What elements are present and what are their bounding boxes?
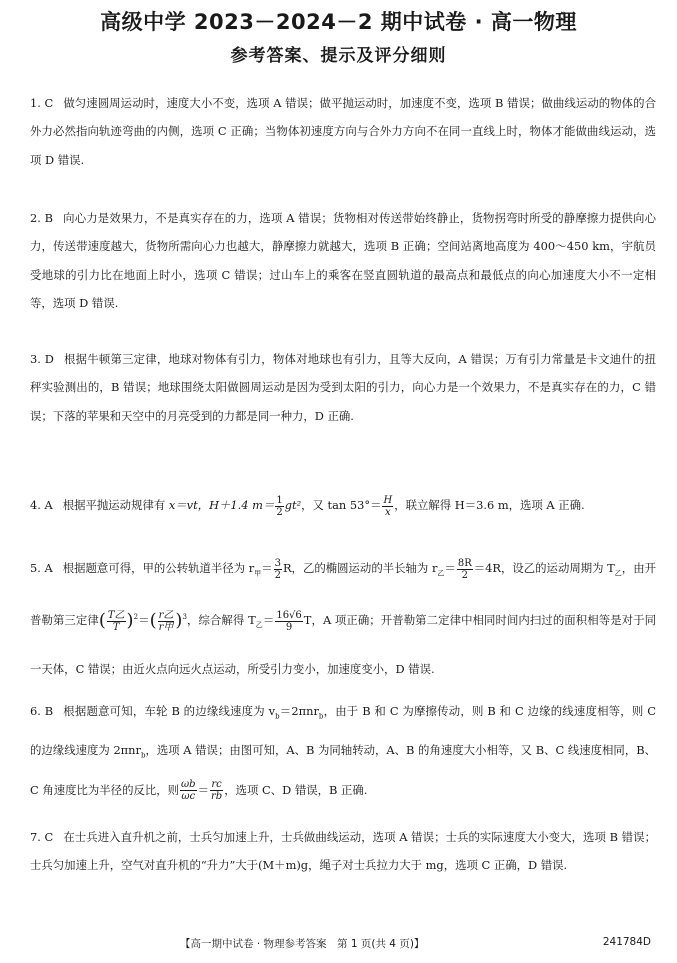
formula-text: x＝vt，H＋1.4 m＝ bbox=[168, 498, 275, 512]
fraction bbox=[180, 779, 197, 802]
fraction bbox=[457, 558, 473, 581]
answer-text: ，又 tan 53°＝ bbox=[301, 498, 382, 512]
fraction bbox=[274, 558, 282, 581]
fraction-denominator: 9 bbox=[285, 621, 293, 633]
answer-number: 7. C bbox=[30, 830, 54, 844]
fraction bbox=[275, 495, 283, 518]
fraction-denominator: 2 bbox=[276, 506, 283, 518]
fraction-denominator: 2 bbox=[461, 569, 468, 581]
fraction-numerator: rc bbox=[211, 779, 222, 791]
answer-text: ＝2πnr bbox=[279, 704, 319, 718]
answer-text: ，联立解得 H＝3.6 m，选项 A 正确. bbox=[394, 498, 585, 512]
fraction bbox=[210, 779, 223, 802]
right-paren: ) bbox=[126, 610, 134, 632]
fraction-numerator: 3 bbox=[274, 557, 281, 569]
subscript: 乙 bbox=[255, 621, 263, 630]
answer-item-3 bbox=[30, 345, 656, 430]
answer-text: ，由开普勒第三定律 bbox=[30, 561, 656, 628]
answer-text: T，A 项正确；开普勒第二定律中相同时间内扫过的面积相等是对于同一天体，C 错误；由近火点向远火点运动，所受引力变小，加速度变小，D 错误. bbox=[30, 613, 657, 677]
answer-text: 根据平抛运动规律有 bbox=[62, 498, 169, 512]
answer-text: ，由于 B 和 C 为摩擦传动，则 B 和 C 边缘的线速度相等，则 C 的边缘线速度为 2πnr bbox=[30, 704, 657, 758]
answer-text: ，选项 C、D 错误，B 正确. bbox=[224, 782, 368, 797]
answer-number: 3. D bbox=[30, 352, 54, 366]
fraction-denominator: ωc bbox=[181, 791, 196, 803]
fraction-numerator: r乙 bbox=[158, 609, 174, 621]
answer-text: 向心力是效果力，不是真实存在的力，选项 A 错误；货物相对传送带始终静止，货物拐弯时所受的静摩擦力提供向心力，传送带速度越大，货物所需向心力也越大，静摩擦力就越大，选项 B 正确；空间站离地高度为 400～450 km，宇航员受地球的引力比在地面上时小，选项 C 错误；过山车上的乘客在竖直圆轨道的最高点和最低点的向心加速度大小不一定相等，选项 D 错误. bbox=[30, 211, 656, 311]
fraction-numerator: ωb bbox=[181, 779, 196, 791]
subscript: 乙 bbox=[614, 569, 622, 578]
right-paren: ) bbox=[175, 610, 183, 632]
answer-number: 2. B bbox=[30, 211, 54, 225]
fraction-numerator: 1 bbox=[276, 494, 283, 506]
formula-text: gt² bbox=[284, 498, 302, 512]
answer-number: 6. B bbox=[30, 704, 54, 718]
page-subtitle: 参考答案、提示及评分细则 bbox=[230, 46, 447, 66]
fraction-numerator: 16√6 bbox=[276, 609, 302, 621]
fraction-numerator: T乙 bbox=[107, 609, 125, 621]
answer-item-7 bbox=[30, 823, 656, 880]
answer-text: 根据题意可知，车轮 B 的边缘线速度为 v bbox=[63, 704, 276, 718]
answer-text: ＝ bbox=[261, 561, 273, 575]
subscript: b bbox=[140, 751, 146, 760]
answer-item-6 bbox=[30, 694, 656, 807]
subscript: b bbox=[318, 712, 324, 721]
answer-text: 根据牛顿第三定律，地球对物体有引力，物体对地球也有引力，且等大反向，A 错误；万有引力常量是卡文迪什的扭秤实验测出的，B 错误；地球围绕太阳做圆周运动是因为受到太阳的引力，向心力是一个效果力，不是真实存在的力，C 错误；下落的苹果和天空中的月亮受到的力都是同一种力，D 正确. bbox=[30, 352, 656, 423]
exponent: 3 bbox=[182, 613, 187, 622]
answer-number: 1. C bbox=[30, 96, 54, 110]
answer-text: 在士兵进入直升机之前，士兵匀加速上升，士兵做曲线运动，选项 A 错误；士兵的实际速度大小变大，选项 B 错误；士兵匀加速上升，空气对直升机的“升力”大于(M＋m)g，绳子对士兵拉力大于 mg，选项 C 正确，D 错误. bbox=[30, 830, 656, 873]
footer-page-info: 【高一期中试卷 · 物理参考答案 第 1 页(共 4 页)】 bbox=[180, 938, 425, 950]
fraction-denominator: T bbox=[112, 621, 120, 633]
answer-text: ＝ bbox=[444, 561, 456, 575]
fraction-denominator: r甲 bbox=[158, 621, 174, 633]
answer-text: ＝ bbox=[197, 782, 209, 797]
answer-item-2 bbox=[30, 204, 656, 318]
fraction bbox=[158, 610, 175, 633]
fraction-denominator: rb bbox=[211, 791, 223, 803]
page-title: 高级中学 2023－2024－2 期中试卷 · 高一物理 bbox=[100, 10, 577, 34]
answer-item-5: 5. A 根据题意可得，甲的公转轨道半径为 $r_甲=$ $\frac{3}{2}$ R，乙的椭圆运动的半长轴为 $r_乙=$ $\frac{8R}{2}$ ＝4R，设乙的运动周期为 $T_乙$，由开普勒第三定律( $\frac{\text{T乙}}{T}$ )$^2$＝( $\frac{\text{r乙}}{\text{r甲}}$ )$^3$，综合解得 $T_乙=$ $\frac{16√6}{9}$ T，A 项正确；开普勒第二定律中相同时间内扫过的面积相等是对于同一天体，C 错误；由近火点向远火点运动，所受引力变小，加速度变小，D 错误. bbox=[30, 557, 657, 677]
fraction-numerator: H bbox=[383, 494, 393, 506]
answer-text: R，乙的椭圆运动的半长轴为 r bbox=[282, 561, 438, 575]
subscript: 甲 bbox=[254, 569, 262, 578]
answer-text: 做匀速圆周运动时，速度大小不变，选项 A 错误；做平抛运动时，加速度不变，选项 B 错误；做曲线运动的物体的合外力必然指向轨迹弯曲的内侧，选项 C 正确；当物体初速度方向与合外力方向不在同一直线上时，物体才能做曲线运动，选项 D 错误. bbox=[30, 96, 656, 167]
fraction-numerator: 8R bbox=[457, 557, 472, 569]
fraction bbox=[382, 495, 393, 518]
fraction bbox=[275, 610, 302, 633]
answer-text: ，综合解得 T bbox=[186, 613, 256, 628]
subscript: 乙 bbox=[437, 569, 445, 578]
answer-text: ＝4R，设乙的运动周期为 T bbox=[473, 561, 615, 575]
left-paren: ( bbox=[149, 610, 157, 632]
fraction-denominator: x bbox=[385, 506, 391, 518]
exponent: 2 bbox=[133, 613, 139, 622]
answer-item-4 bbox=[30, 491, 656, 519]
answer-item-1 bbox=[30, 89, 656, 174]
answer-number: 5. A bbox=[30, 561, 53, 575]
footer-code: 241784D bbox=[602, 936, 651, 948]
left-paren: ( bbox=[98, 610, 106, 632]
fraction-denominator: 2 bbox=[274, 569, 281, 581]
answer-text: 根据题意可得，甲的公转轨道半径为 r bbox=[62, 561, 255, 575]
answer-number: 4. A bbox=[30, 498, 53, 512]
answer-text: ＝ bbox=[262, 613, 275, 628]
subscript: b bbox=[275, 712, 280, 721]
answer-text: ，选项 A 错误；由图可知，A、B 为同轴转动，A、B 的角速度大小相等，又 B、C 线速度相同，B、C 角速度比为半径的反比，则 bbox=[30, 743, 657, 797]
fraction bbox=[107, 610, 126, 633]
